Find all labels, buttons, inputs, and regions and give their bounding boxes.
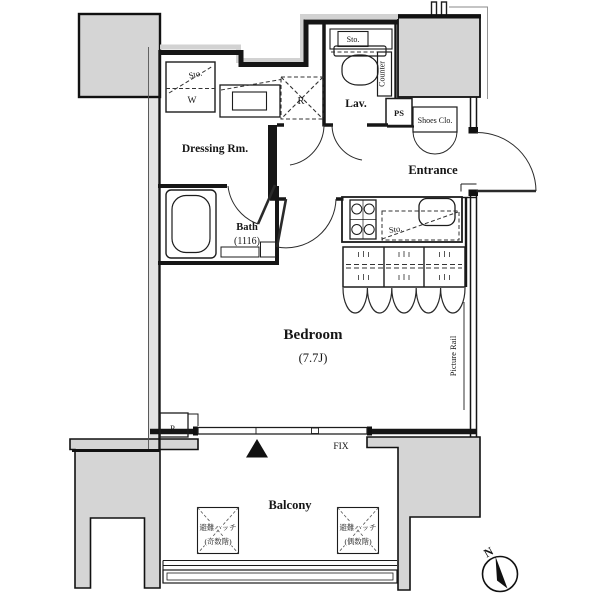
vent-pipe-icon: [442, 2, 447, 16]
dressing-storage-label: Sto.: [187, 67, 204, 81]
north-label: N: [481, 543, 496, 561]
ps-label: PS: [394, 108, 404, 118]
dressing-room-label: Dressing Rm.: [181, 143, 249, 155]
balcony-label: Balcony: [268, 498, 312, 512]
hatch-odd-label-1: 避難ハッチ: [199, 523, 237, 532]
hatch-odd-label-2: (奇数階): [204, 537, 232, 546]
lav-storage-label: Sto.: [346, 35, 360, 44]
entrance-label: Entrance: [408, 163, 458, 177]
window-jamb: [367, 427, 372, 436]
hatch-even-label-2: (偶数階): [344, 537, 372, 546]
pipe-label: P: [170, 423, 175, 433]
counter-label: Counter: [377, 61, 387, 87]
shoes-closet-label: Shoes Clo.: [417, 116, 453, 125]
bath-label: Bath: [236, 222, 258, 233]
hatch-even-label-1: 避難ハッチ: [339, 523, 377, 532]
window-latch-icon: [312, 428, 319, 434]
left-wall-band: [149, 47, 161, 449]
fridge-label: R: [297, 96, 305, 107]
bedroom-label: Bedroom: [283, 327, 343, 343]
concrete-block-top-right: [398, 15, 480, 97]
fix-window-label: FIX: [333, 442, 349, 452]
washer-label: W: [187, 96, 197, 106]
bedroom-size-label: (7.7J): [298, 351, 328, 365]
picture-rail-label: Picture Rail: [448, 335, 458, 377]
bath-size-label: (1116): [234, 236, 260, 247]
kitchen-storage-label: Sto.: [388, 223, 403, 236]
window-jamb: [193, 427, 198, 436]
concrete-block-top-left: [79, 14, 160, 97]
lav-label: Lav.: [345, 98, 367, 110]
vent-pipe-icon: [432, 2, 437, 16]
